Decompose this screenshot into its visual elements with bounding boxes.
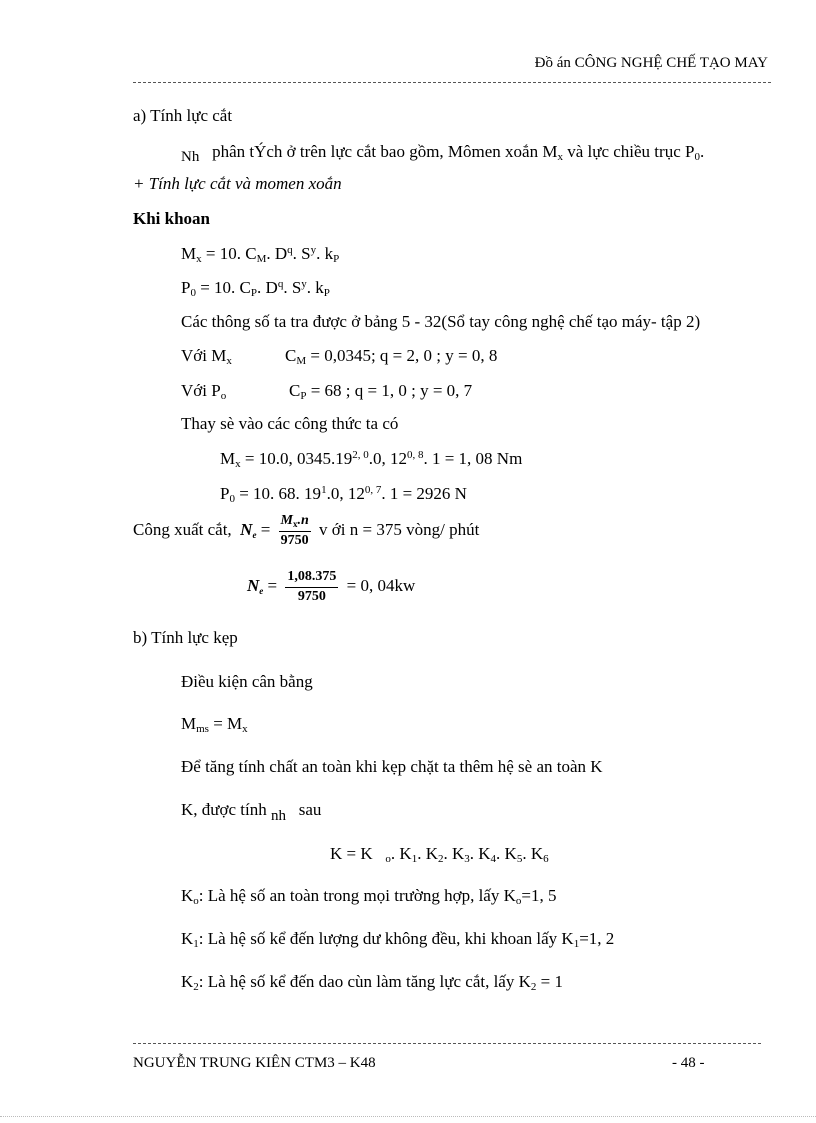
header-title: Đồ án CÔNG NGHỆ CHẾ TẠO MAY xyxy=(534,55,768,71)
page-number: - 48 - xyxy=(672,1055,705,1071)
power-formula: Công xuất cắt, $N_e$ = $\frac{M_x.n}{9750}$ v ới n = 375 vòng/ phút xyxy=(133,513,480,548)
lookup-text: Các thông số ta tra được ở bảng 5 - 32(Sổ tay công nghệ chế tạo máy- tập 2) xyxy=(181,312,701,331)
power-symbol: $N_e$ xyxy=(240,520,257,541)
k-calc-line: K, được tính nh sau xyxy=(181,800,322,824)
k-formula: K = K $_o$. $K_1$. $K_2$. $K_3$. $K_4$. $K_5$. $K_6$ xyxy=(330,844,549,865)
k2-line: $K_2$: Là hệ số kể đến dao cùn làm tăng lực cắt, lấy $K_2 = 1$ xyxy=(181,972,563,993)
footer-author: NGUYỄN TRUNG KIÊN CTM3 – K48 xyxy=(133,1055,376,1071)
header-divider xyxy=(133,82,771,83)
intro-text: phân tÝch ở trên lực cắt bao gồm, Mômen xoắn M xyxy=(212,142,558,161)
page-bottom-edge xyxy=(0,1116,816,1117)
intro-end: . xyxy=(699,142,705,161)
result-mx: $M_x = 10.0$, 0345.19$^{2, 0}$.0, 12$^{0, 8}$. 1 = 1, 08 Nm xyxy=(220,449,523,470)
intro-prefix: Nh xyxy=(181,149,200,165)
equation-p0: $P_0 = 10$. $C_P$. $D^q$. $S^y$. $k_P$ xyxy=(181,278,330,299)
safety-text: Để tăng tính chất an toàn khi kẹp chặt ta thêm hệ sè an toàn K xyxy=(181,757,603,776)
footer-divider xyxy=(133,1043,761,1044)
power-fraction: $\frac{M_x.n}{9750}$ xyxy=(280,513,309,548)
power-result-fraction: $\frac{1,08.375}{9750}$ xyxy=(287,569,337,604)
intro-text-2: và lực chiều trục P xyxy=(562,142,695,161)
intro-sub-x: x xyxy=(557,151,563,163)
power-result: $N_e$ = $\frac{1,08.375}{9750}$ = 0, 04kw xyxy=(247,569,416,604)
italic-subheading: + Tính lực cắt và momen xoắn xyxy=(133,174,342,193)
k0-line: $K_o$: Là hệ số an toàn trong mọi trường hợp, lấy $K_o=1$, 5 xyxy=(181,886,557,907)
with-mx-line: Với $M_x$ $C_M = 0,0345$; q = 2, 0 ; y = 0, 8 xyxy=(181,346,498,367)
khi-khoan-heading: Khi khoan xyxy=(133,209,211,228)
mms-equation: $M_{ms} = M_x$ xyxy=(181,714,248,735)
substitute-text: Thay sè vào các công thức ta có xyxy=(181,414,399,433)
balance-text: Điều kiện cân bằng xyxy=(181,672,313,691)
result-p0: $P_0 = 10$. 68. $19^1.0$, 12$^{0, 7}$. 1 = 2926 N xyxy=(220,484,467,505)
section-a-heading: a) Tính lực cắt xyxy=(133,106,233,125)
section-b-heading: b) Tính lực kẹp xyxy=(133,628,238,647)
intro-sub-0: 0 xyxy=(694,151,700,163)
k1-line: $K_1$: Là hệ số kể đến lượng dư không đều, khi khoan lấy $K_1=1$, 2 xyxy=(181,929,615,950)
with-po-line: Với $P_o$ $C_P = 68$ ; q = 1, 0 ; y = 0, 7 xyxy=(181,381,473,402)
equation-mx: $M_x = 10$. $C_M$. $D^q$. $S^y$. $k_P$ xyxy=(181,244,340,265)
intro-line xyxy=(181,142,704,166)
